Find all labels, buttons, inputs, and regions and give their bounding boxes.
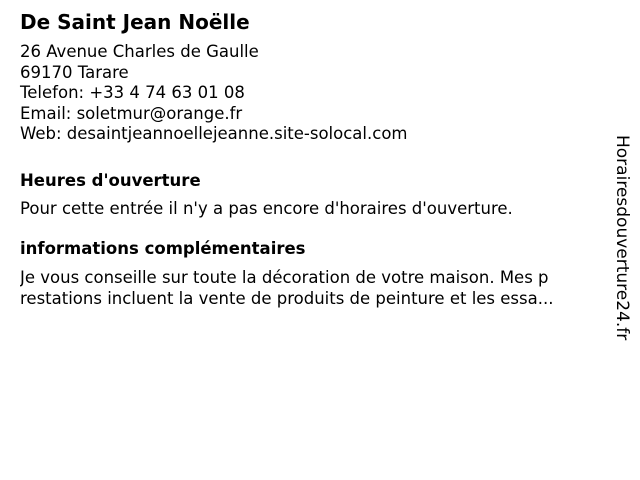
additional-info-text [20, 268, 590, 309]
address-street: 26 Avenue Charles de Gaulle [20, 42, 259, 61]
additional-info-heading: informations complémentaires [20, 239, 306, 258]
business-name: De Saint Jean Noëlle [20, 10, 250, 34]
opening-hours-text: Pour cette entrée il n'y a pas encore d'horaires d'ouverture. [20, 198, 513, 218]
website-line: Web: desaintjeannoellejeanne.site-solocal.com [20, 124, 408, 143]
opening-hours-heading: Heures d'ouverture [20, 170, 201, 190]
business-card [20, 10, 600, 309]
description-line-2: restations incluent la vente de produits de peinture et les essa... [20, 288, 554, 308]
email-line: Email: soletmur@orange.fr [20, 103, 243, 123]
phone-line: Telefon: +33 4 74 63 01 08 [20, 83, 245, 102]
contact-details [20, 42, 600, 145]
site-watermark: Horairesdouverture24.fr [612, 135, 632, 341]
address-city: 69170 Tarare [20, 62, 129, 82]
description-line-1: Je vous conseille sur toute la décoration de votre maison. Mes p [20, 268, 549, 287]
